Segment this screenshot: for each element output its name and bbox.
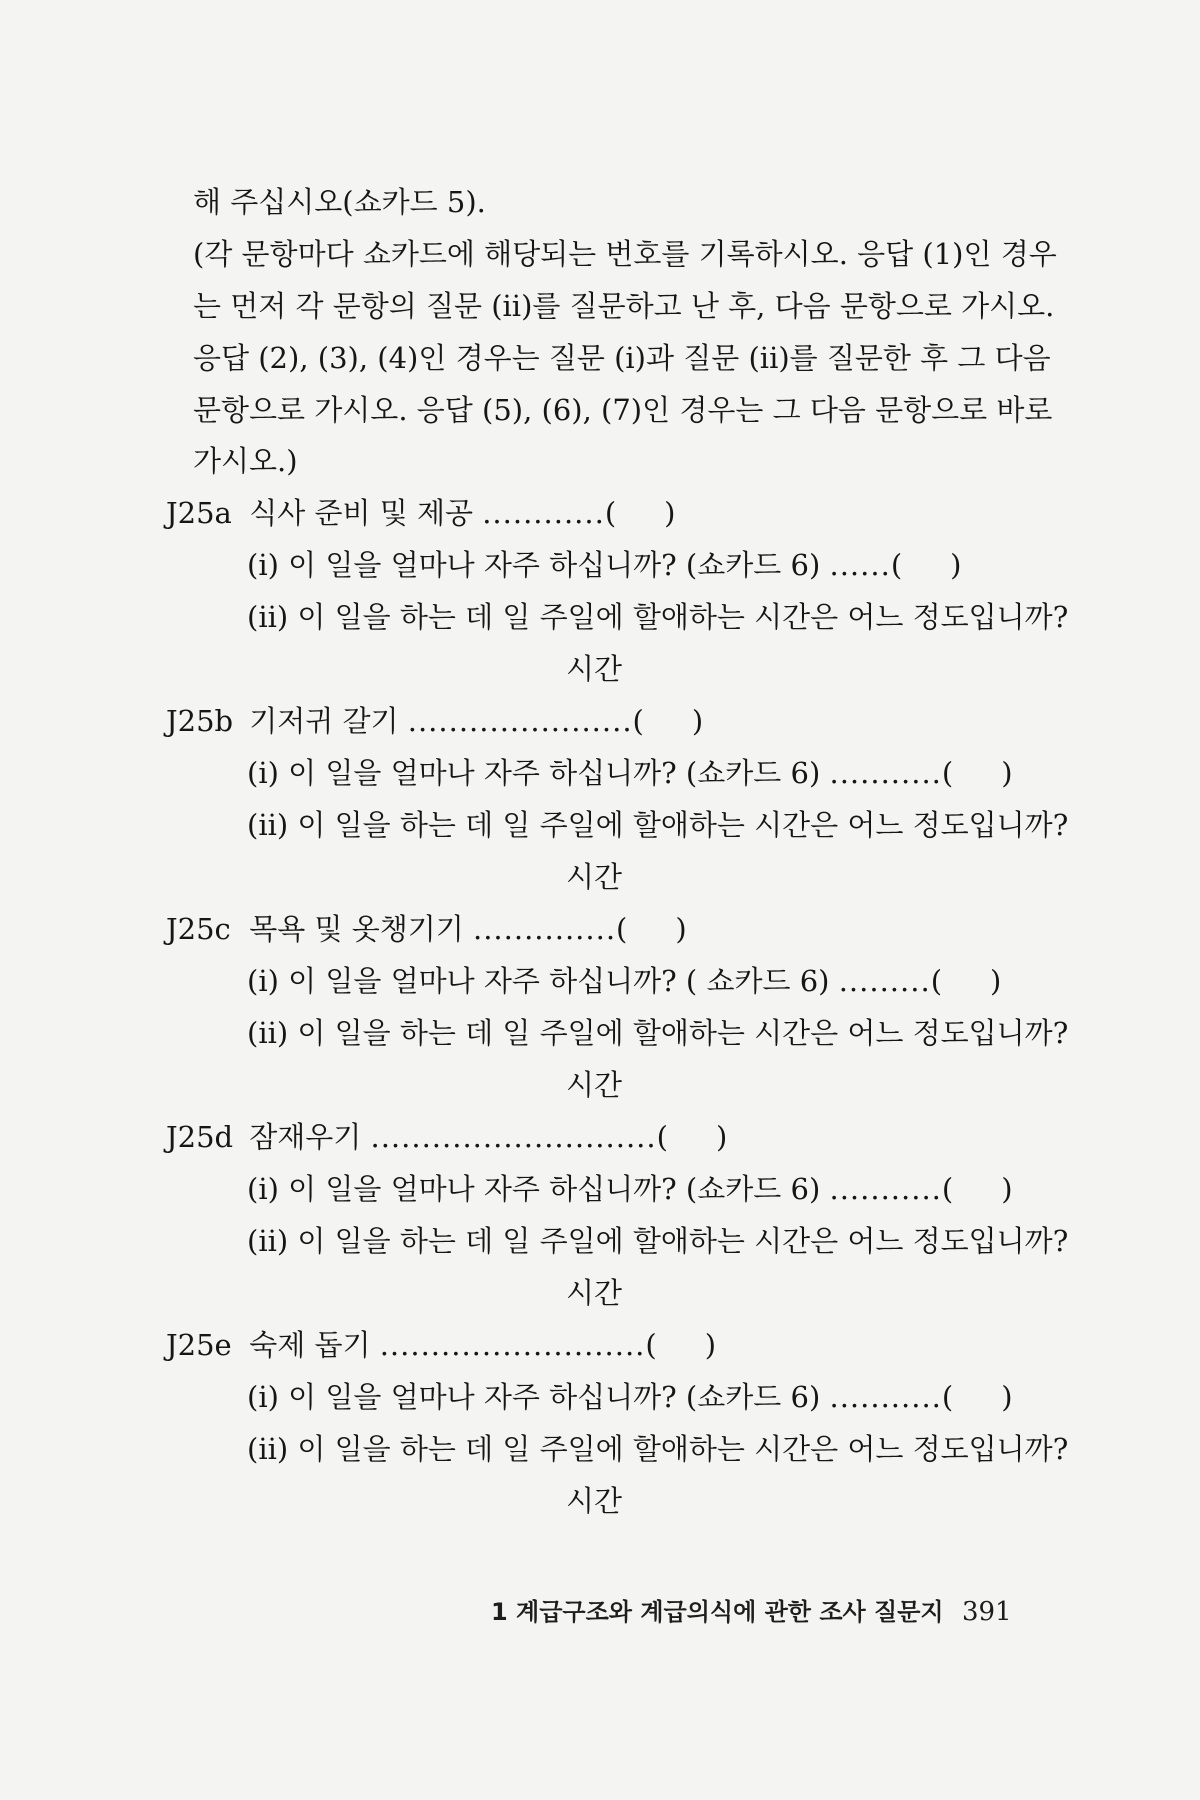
answer-open: ( — [645, 1328, 657, 1362]
answer-close: ) — [1001, 1172, 1013, 1206]
dot-leader: ........... — [829, 1172, 942, 1206]
answer-close: ) — [691, 704, 704, 738]
dot-leader: ...................... — [407, 704, 633, 738]
page-number: 391 — [961, 1597, 1012, 1627]
frequency-question-text: (i) 이 일을 얼마나 자주 하십니까? (쇼카드 6) — [247, 1380, 821, 1414]
item-code: J25c — [166, 912, 231, 946]
instruction-line: 는 먼저 각 문항의 질문 (ii)를 질문하고 난 후, 다음 문항으로 가시오. — [193, 289, 1055, 323]
answer-close: ) — [715, 1120, 728, 1154]
frequency-question — [247, 1169, 1013, 1209]
frequency-question-text: (i) 이 일을 얼마나 자주 하십니까? (쇼카드 6) — [247, 548, 821, 582]
instruction-line: 가시오.) — [193, 444, 298, 478]
dot-leader: ............................ — [370, 1120, 657, 1154]
instruction-line: 응답 (2), (3), (4)인 경우는 질문 (i)과 질문 (ii)를 질문한 후 그 다음 — [193, 341, 1051, 375]
answer-open: ( — [632, 704, 644, 738]
answer-close: ) — [950, 548, 962, 582]
answer-close: ) — [704, 1328, 717, 1362]
answer-open: ( — [941, 756, 954, 790]
dot-leader: .............. — [472, 912, 617, 946]
frequency-question — [247, 1377, 1013, 1417]
item-label: 목욕 및 옷챙기기 — [249, 912, 464, 946]
frequency-question-text: (i) 이 일을 얼마나 자주 하십니까? (쇼카드 6) — [247, 1172, 821, 1206]
question-item — [166, 493, 675, 533]
item-label: 식사 준비 및 제공 — [249, 496, 473, 530]
answer-open: ( — [890, 548, 903, 582]
dot-leader: ........... — [829, 1380, 942, 1414]
item-label: 기저귀 갈기 — [249, 704, 399, 738]
answer-close: ) — [675, 912, 687, 946]
instruction-line: 해 주십시오(쇼카드 5). — [193, 185, 486, 219]
instruction-line: 문항으로 가시오. 응답 (5), (6), (7)인 경우는 그 다음 문항으로 바로 — [193, 393, 1053, 427]
item-label: 숙제 돕기 — [249, 1328, 371, 1362]
item-code: J25b — [166, 704, 234, 738]
answer-open: ( — [604, 496, 617, 530]
answer-open: ( — [941, 1380, 954, 1414]
answer-close: ) — [664, 496, 676, 530]
dot-leader: ...... — [829, 548, 891, 582]
item-label: 잠재우기 — [249, 1120, 362, 1154]
item-code: J25e — [166, 1328, 232, 1362]
answer-open: ( — [930, 964, 943, 998]
answer-open: ( — [656, 1120, 668, 1154]
question-item — [166, 1325, 716, 1365]
hours-question: (ii) 이 일을 하는 데 일 주일에 할애하는 시간은 어느 정도입니까? — [247, 1016, 1069, 1050]
hours-field-label[interactable]: 시간 — [566, 652, 623, 686]
frequency-question — [247, 545, 961, 585]
instruction-line: (각 문항마다 쇼카드에 해당되는 번호를 기록하시오. 응답 (1)인 경우 — [193, 237, 1057, 271]
question-item — [166, 1117, 727, 1157]
hours-field-label[interactable]: 시간 — [566, 1276, 623, 1310]
hours-question: (ii) 이 일을 하는 데 일 주일에 할애하는 시간은 어느 정도입니까? — [247, 600, 1069, 634]
page-footer — [491, 1595, 1012, 1629]
frequency-question-text: (i) 이 일을 얼마나 자주 하십니까? (쇼카드 6) — [247, 756, 821, 790]
running-footer-title: 1 계급구조와 계급의식에 관한 조사 질문지 — [491, 1598, 944, 1626]
frequency-question-text: (i) 이 일을 얼마나 자주 하십니까? ( 쇼카드 6) — [247, 964, 830, 998]
dot-leader: ............ — [482, 496, 605, 530]
answer-close: ) — [1001, 756, 1013, 790]
answer-close: ) — [990, 964, 1002, 998]
hours-field-label[interactable]: 시간 — [566, 860, 623, 894]
dot-leader: ......... — [838, 964, 931, 998]
question-item — [166, 909, 687, 949]
hours-field-label[interactable]: 시간 — [566, 1068, 623, 1102]
item-code: J25a — [166, 496, 232, 530]
hours-question: (ii) 이 일을 하는 데 일 주일에 할애하는 시간은 어느 정도입니까? — [247, 1432, 1069, 1466]
item-code: J25d — [166, 1120, 234, 1154]
answer-open: ( — [616, 912, 628, 946]
frequency-question — [247, 961, 1001, 1001]
frequency-question — [247, 753, 1013, 793]
hours-field-label[interactable]: 시간 — [566, 1484, 623, 1518]
question-item — [166, 701, 703, 741]
answer-close: ) — [1001, 1380, 1013, 1414]
dot-leader: .......................... — [379, 1328, 646, 1362]
hours-question: (ii) 이 일을 하는 데 일 주일에 할애하는 시간은 어느 정도입니까? — [247, 808, 1069, 842]
hours-question: (ii) 이 일을 하는 데 일 주일에 할애하는 시간은 어느 정도입니까? — [247, 1224, 1069, 1258]
dot-leader: ........... — [829, 756, 942, 790]
answer-open: ( — [941, 1172, 954, 1206]
